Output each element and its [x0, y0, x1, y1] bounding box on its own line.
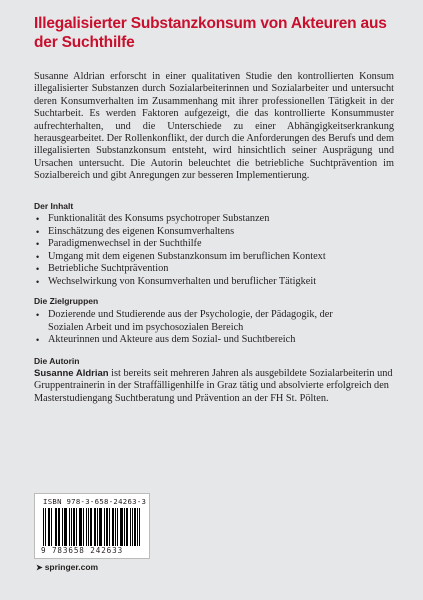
- author-bio: [34, 368, 394, 405]
- section-heading-zielgruppen: Die Zielgruppen: [34, 296, 99, 306]
- ean-digits: 9 783658 242633: [41, 546, 124, 555]
- list-item: • Wechselwirkung von Konsumverhalten und beruflicher Tätigkeit: [34, 276, 394, 289]
- list-item: • Umgang mit dem eigenen Substanzkonsum im beruflichen Kontext: [34, 251, 394, 264]
- zielgruppen-list: [34, 309, 334, 347]
- barcode-bars: [43, 508, 141, 546]
- list-item: • Paradigmenwechsel in der Suchthilfe: [34, 238, 394, 251]
- section-heading-autorin: Die Autorin: [34, 356, 80, 366]
- section-heading-inhalt: Der Inhalt: [34, 201, 74, 211]
- author-bio-text: ist bereits seit mehreren Jahren als ausgebildete Sozialarbeiterin und Gruppentrainerin in der Straffälligenhilfe in Graz tätig und absolvierte erfolgreich den Masterstudiengang Suchtberatung und Prävention an der FH St. Pölten.: [34, 368, 393, 404]
- list-item: • Funktionalität des Konsums psychotroper Substanzen: [34, 213, 394, 226]
- list-item: • Betriebliche Suchtprävention: [34, 263, 394, 276]
- blurb-paragraph: Susanne Aldrian erforscht in einer qualitativen Studie den kontrollierten Konsum illegalisierter Substanzen durch Sozialarbeiterinnen und Sozialarbeiter und untersucht deren Konsumverhalten im Zusammenhang mit ihrer professionellen Tätigkeit in der Suchtarbeit. Es werden Faktoren aufgezeigt, die das kontrollierte Konsummuster aufrechterhalten, und die Unterschiede zu einer Abhängigkeitserkrankung herausgearbeitet. Der Rollenkonflikt, der durch die Anforderungen des Berufs und dem illegalisierten Substanzkonsum entsteht, wird hinsichtlich seiner Ausprägung und Ursachen untersucht. Die Autorin beleuchtet die betriebliche Suchtprävention im Sozialbereich und gibt Anregungen zur besseren Implementierung.: [34, 71, 394, 182]
- cover-title: Illegalisierter Substanzkonsum von Akteuren aus der Suchthilfe: [34, 15, 387, 51]
- isbn-label: ISBN 978-3-658-24263-3: [43, 497, 147, 506]
- author-name: Susanne Aldrian: [34, 368, 109, 379]
- publisher-link[interactable]: [36, 562, 98, 572]
- arrow-right-icon: ➤: [36, 563, 43, 572]
- list-item: • Einschätzung des eigenen Konsumverhaltens: [34, 226, 394, 239]
- inhalt-list: [34, 213, 394, 288]
- list-item: • Akteurinnen und Akteure aus dem Sozial- und Suchtbereich: [34, 334, 334, 347]
- isbn-barcode: [34, 493, 150, 559]
- list-item: • Dozierende und Studierende aus der Psychologie, der Pädagogik, der Sozialen Arbeit und im psychosozialen Bereich: [34, 309, 334, 334]
- publisher-link-label: springer.com: [44, 562, 99, 572]
